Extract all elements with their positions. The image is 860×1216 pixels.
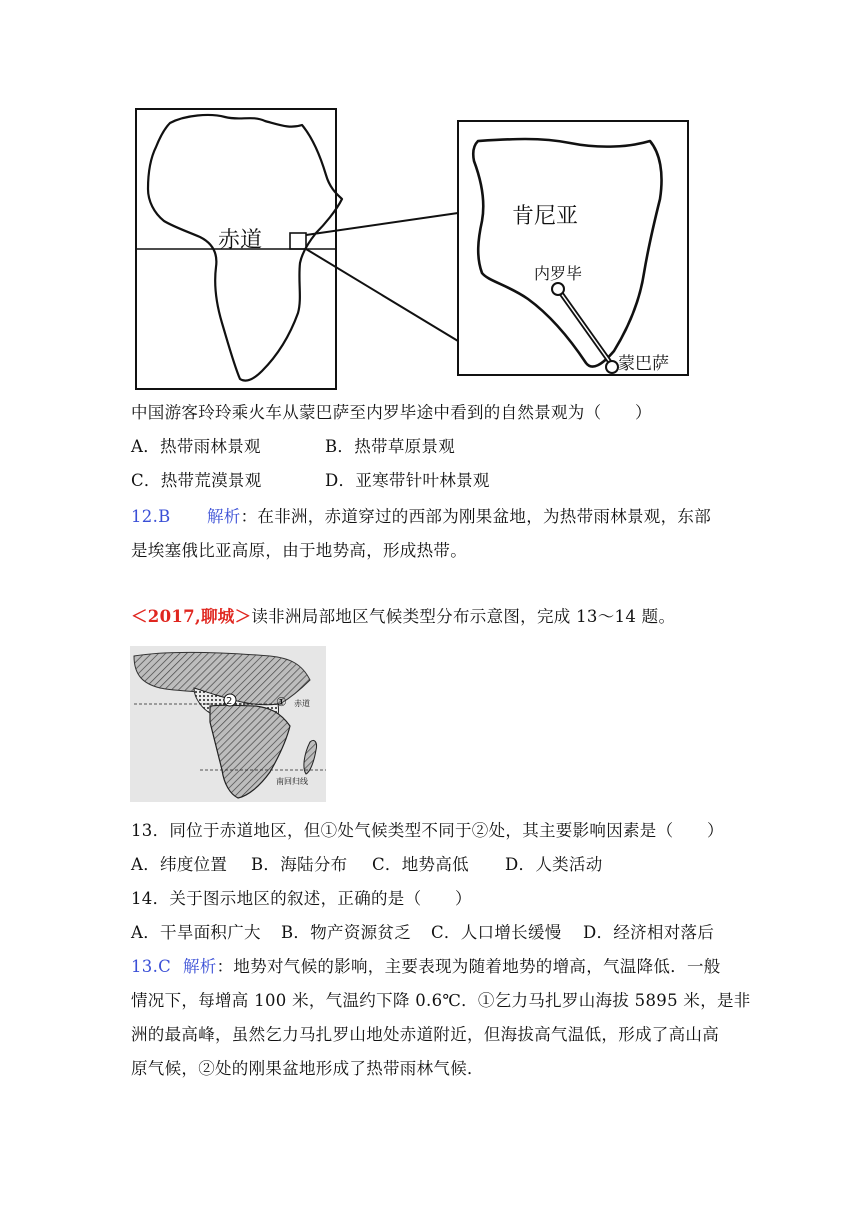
mombasa-label: 蒙巴萨 xyxy=(618,354,669,374)
q12-analysis-text1: ：在非洲，赤道穿过的西部为刚果盆地，为热带雨林景观，东部 xyxy=(240,507,712,526)
q12-option-d: D．亚寒带针叶林景观 xyxy=(325,471,490,490)
q14-option-c: C．人口增长缓慢 xyxy=(431,923,562,942)
q13-stem: 13．同位于赤道地区，但①处气候类型不同于②处，其主要影响因素是（ ） xyxy=(131,821,724,840)
q12-stem: 中国游客玲玲乘火车从蒙巴萨至内罗毕途中看到的自然景观为（ ） xyxy=(131,403,652,422)
marker-1: ① xyxy=(276,695,287,709)
a13-line4: 原气候，②处的刚果盆地形成了热带雨林气候． xyxy=(131,1059,484,1078)
a13-line3: 洲的最高峰，虽然乞力马扎罗山地处赤道附近，但海拔高气温低，形成了高山高 xyxy=(131,1025,719,1044)
q13-option-d: D．人类活动 xyxy=(505,855,603,874)
q14-option-a: A．干旱面积广大 xyxy=(131,923,261,942)
a13-line2: 情况下，每增高 100 米，气温约下降 0.6℃．①乞力马扎罗山海拔 5895 米，是非 xyxy=(131,991,751,1010)
q14-options xyxy=(131,922,714,944)
q13-option-c: C．地势高低 xyxy=(372,855,469,874)
q12-option-a: A．热带雨林景观 xyxy=(131,437,261,456)
section-source: ＜2017,聊城＞ xyxy=(131,607,252,626)
kenya-label: 肯尼亚 xyxy=(512,204,579,229)
equator-label: 赤道 xyxy=(218,228,263,253)
q13-options xyxy=(131,854,603,876)
q12-options-row1 xyxy=(131,436,455,458)
mombasa-marker xyxy=(606,361,618,373)
map2-equator-label: 赤道 xyxy=(294,699,310,708)
q14-stem: 14．关于图示地区的叙述，正确的是（ ） xyxy=(131,889,472,908)
a13-line1 xyxy=(131,956,721,978)
q13-option-b: B．海陆分布 xyxy=(251,855,348,874)
a13-answer: 13.C xyxy=(131,957,172,976)
q12-analysis-label: 解析 xyxy=(207,507,241,526)
q12-option-b: B．热带草原景观 xyxy=(325,437,456,456)
q12-analysis-line2: 是埃塞俄比亚高原，由于地势高，形成热带。 xyxy=(131,541,467,560)
a13-text1: ：地势对气候的影响，主要表现为随着地势的增高，气温降低．一般 xyxy=(216,957,721,976)
map2-tropic-label: 南回归线 xyxy=(276,777,308,786)
q14-option-d: D．经济相对落后 xyxy=(583,923,715,942)
q12-option-c: C．热带荒漠景观 xyxy=(131,471,262,490)
africa-climate-map xyxy=(130,646,326,802)
q13-option-a: A．纬度位置 xyxy=(131,855,228,874)
q14-option-b: B．物产资源贫乏 xyxy=(281,923,412,942)
nairobi-marker xyxy=(552,283,564,295)
q12-analysis-line1 xyxy=(131,506,711,528)
section-header xyxy=(131,606,675,628)
q12-answer: 12.B xyxy=(131,507,171,526)
africa-kenya-map xyxy=(130,103,700,393)
kenya-map-frame xyxy=(458,121,688,375)
a13-analysis-label: 解析 xyxy=(183,957,217,976)
marker-2: 2 xyxy=(226,696,233,707)
nairobi-label: 内罗毕 xyxy=(534,264,583,283)
section-intro: 读非洲局部地区气候类型分布示意图，完成 13～14 题。 xyxy=(251,607,676,626)
q12-options-row2 xyxy=(131,470,490,492)
